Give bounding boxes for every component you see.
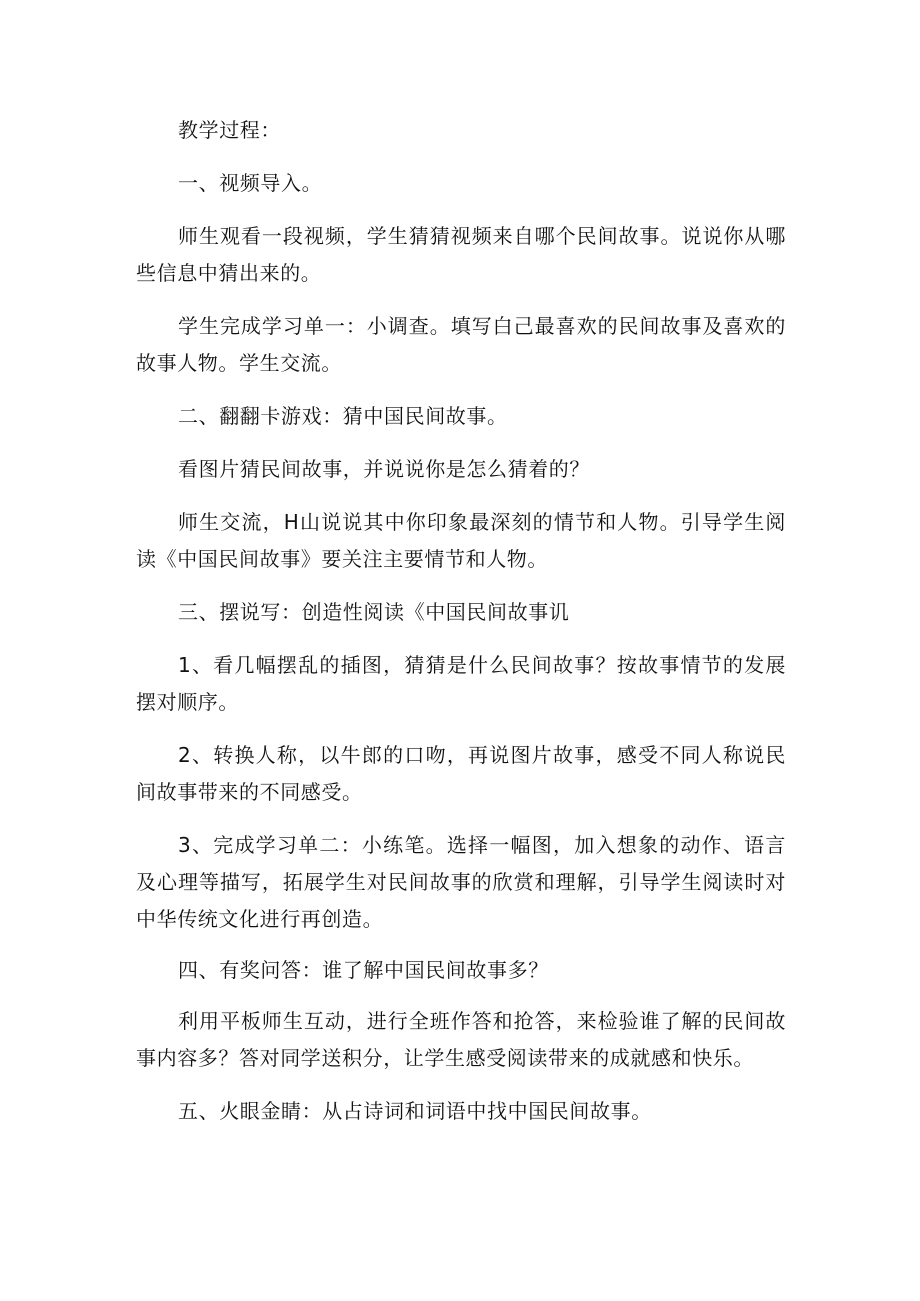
paragraph-worksheet-one: 学生完成学习单一：小调查。填写白己最喜欢的民间故事及喜欢的故事人物。学生交流。 — [136, 314, 786, 375]
item-two: 2、转换人称，以牛郎的口吻，再说图片故事，感受不同人称说民间故事带来的不同感受。 — [136, 743, 786, 804]
paragraph-exchange: 师生交流，H山说说其中你印象最深刻的情节和人物。引导学生阅读《中国民间故事》要关注主要情节和人物。 — [136, 510, 786, 571]
paragraph-video-guess: 师生观看一段视频，学生猜猜视频来自哪个民间故事。说说你从哪些信息中猜出来的。 — [136, 224, 786, 285]
document-body — [136, 112, 786, 1130]
heading-teaching-process: 教学过程： — [178, 118, 281, 142]
section-four-title: 四、有奖问答：谁了解中国民间故事多？ — [178, 958, 549, 982]
section-one-title: 一、视频导入。 — [178, 171, 323, 195]
item-one: 1、看几幅摆乱的插图，猜猜是什么民间故事？按故事情节的发展摆对顺序。 — [136, 653, 786, 714]
section-five-title: 五、火眼金睛：从占诗词和词语中找中国民间故事。 — [178, 1099, 652, 1123]
paragraph-tablet-quiz: 利用平板师生互动，进行全班作答和抢答，来检验谁了解的民间故事内容多？答对同学送积分，让学生感受阅读带来的成就感和快乐。 — [136, 1009, 786, 1070]
section-three-title: 三、摆说写：创造性阅读《中国民间故事讥 — [178, 600, 570, 624]
section-two-title: 二、翻翻卡游戏：猜中国民间故事。 — [178, 404, 508, 428]
paragraph-picture-guess: 看图片猜民间故事，并说说你是怎么猜着的？ — [178, 457, 590, 481]
item-three: 3、完成学习单二：小练笔。选择一幅图，加入想象的动作、语言及心理等描写，拓展学生对民间故事的欣赏和理解，引导学生阅读时对中华传统文化进行再创造。 — [136, 833, 786, 931]
